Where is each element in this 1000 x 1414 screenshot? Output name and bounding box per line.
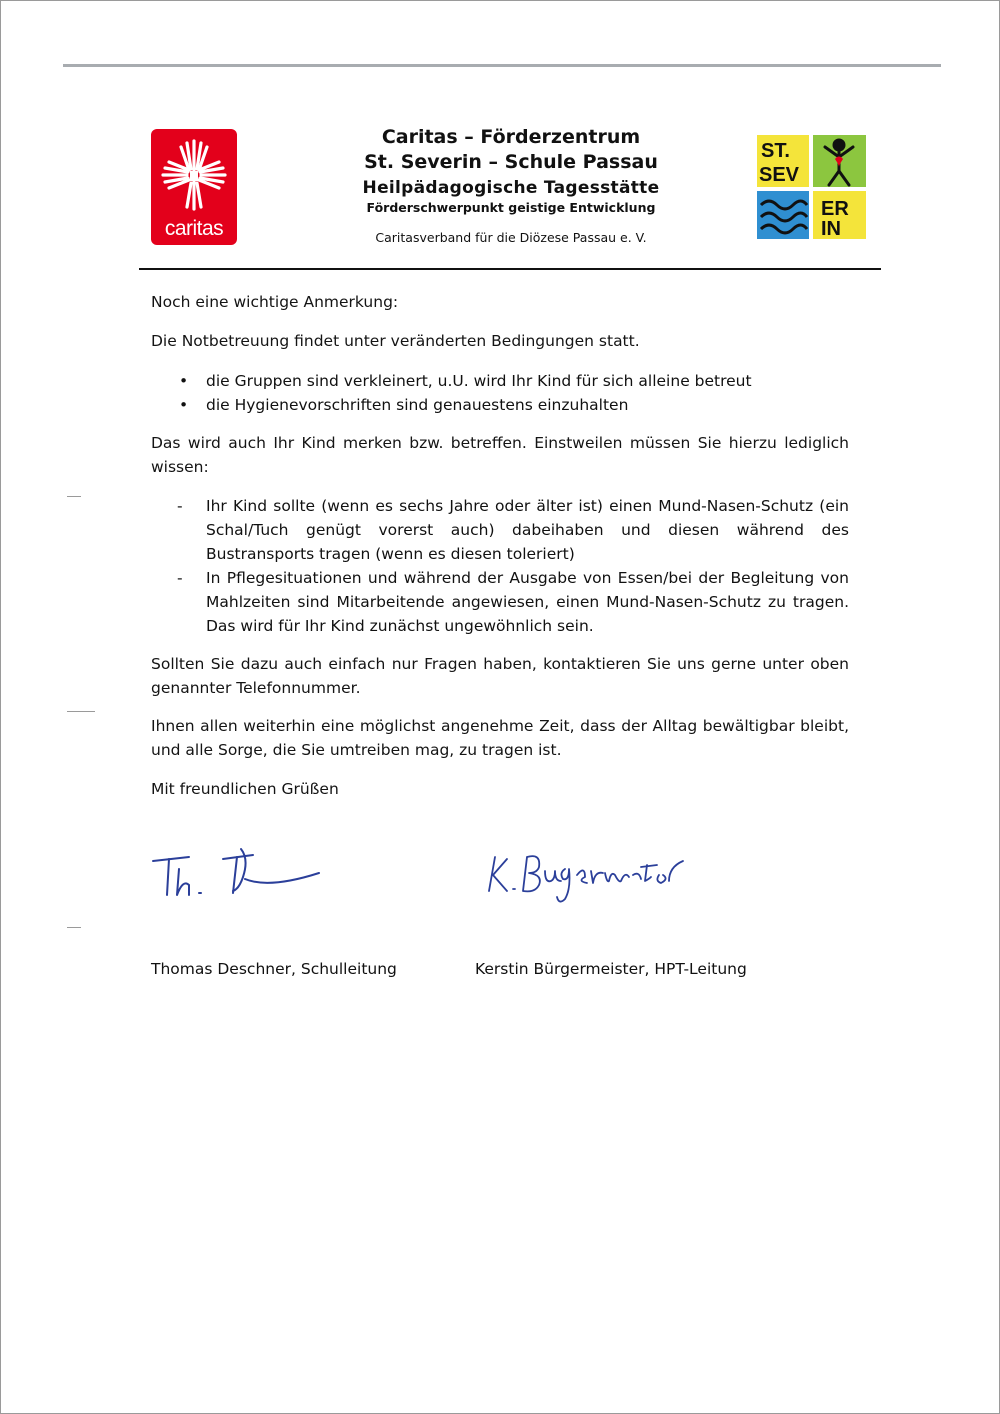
- top-divider: [63, 64, 941, 67]
- signature-right: [483, 841, 693, 915]
- caritas-wordmark: caritas: [164, 217, 224, 240]
- signatory-right-name: Kerstin Bürgermeister, HPT-Leitung: [475, 960, 747, 978]
- list-item-text: Ihr Kind sollte (wenn es sechs Jahre oder älter ist) einen Mund-Nasen-Schutz (ein Schal/Tuch genügt vorerst auch) dabeihaben und diesen während des Bustransports tragen (wenn es diesen toleriert): [206, 497, 849, 563]
- caritas-logo: [151, 129, 237, 245]
- paragraph-wishes: Ihnen allen weiterhin eine möglichst angenehme Zeit, dass der Alltag bewältigbar bleibt, und alle Sorge, die Sie umtreiben mag, zu tragen ist.: [151, 717, 849, 759]
- margin-mark: [67, 496, 81, 497]
- header-divider: [139, 268, 881, 270]
- list-item: [151, 494, 849, 566]
- letterhead-line-2: St. Severin – Schule Passau: [364, 151, 658, 173]
- paragraph-notice: Das wird auch Ihr Kind merken bzw. betreffen. Einstweilen müssen Sie hierzu lediglich wissen:: [151, 434, 849, 476]
- paragraph-questions: Sollten Sie dazu auch einfach nur Fragen haben, kontaktieren Sie uns gerne unter oben genannter Telefonnummer.: [151, 655, 849, 697]
- list-item: [151, 393, 849, 417]
- list-item: [151, 369, 849, 393]
- bullet-icon: •: [179, 396, 189, 414]
- paragraph-intro: Noch eine wichtige Anmerkung:: [151, 293, 399, 311]
- list-item: [151, 566, 849, 638]
- letterhead-line-5: Caritasverband für die Diözese Passau e. V.: [375, 230, 647, 245]
- letterhead-line-4: Förderschwerpunkt geistige Entwicklung: [366, 200, 656, 215]
- bullet-icon: •: [179, 372, 189, 390]
- list-item-text: In Pflegesituationen und während der Ausgabe von Essen/bei der Begleitung von Mahlzeiten sind Mitarbeitende angewiesen, einen Mund-Nasen-Schutz zu tragen. Das wird für Ihr Kind zunächst ungewöhnlich sein.: [206, 569, 849, 635]
- svg-text:ER: ER: [821, 198, 849, 220]
- dash-icon: -: [177, 497, 183, 515]
- margin-mark: [67, 927, 81, 928]
- signatory-left-name: Thomas Deschner, Schulleitung: [151, 960, 397, 978]
- margin-mark: [67, 711, 95, 712]
- svg-text:IN: IN: [821, 218, 841, 240]
- svg-text:SEV: SEV: [759, 164, 800, 186]
- letterhead-line-3: Heilpädagogische Tagesstätte: [362, 178, 660, 198]
- letterhead-line-1: Caritas – Förderzentrum: [381, 126, 641, 148]
- signature-left: [149, 839, 329, 913]
- paragraph-conditions: Die Notbetreuung findet unter veränderten Bedingungen statt.: [151, 332, 640, 350]
- st-severin-logo: [755, 133, 868, 241]
- bullet-list: [151, 369, 849, 417]
- svg-text:ST.: ST.: [761, 140, 790, 162]
- letterhead: [301, 125, 721, 246]
- list-item-text: die Hygienevorschriften sind genauestens einzuhalten: [206, 396, 629, 414]
- list-item-text: die Gruppen sind verkleinert, u.U. wird Ihr Kind für sich alleine betreut: [206, 372, 752, 390]
- dash-list: [151, 494, 849, 638]
- closing-greeting: Mit freundlichen Grüßen: [151, 780, 339, 798]
- dash-icon: -: [177, 569, 183, 587]
